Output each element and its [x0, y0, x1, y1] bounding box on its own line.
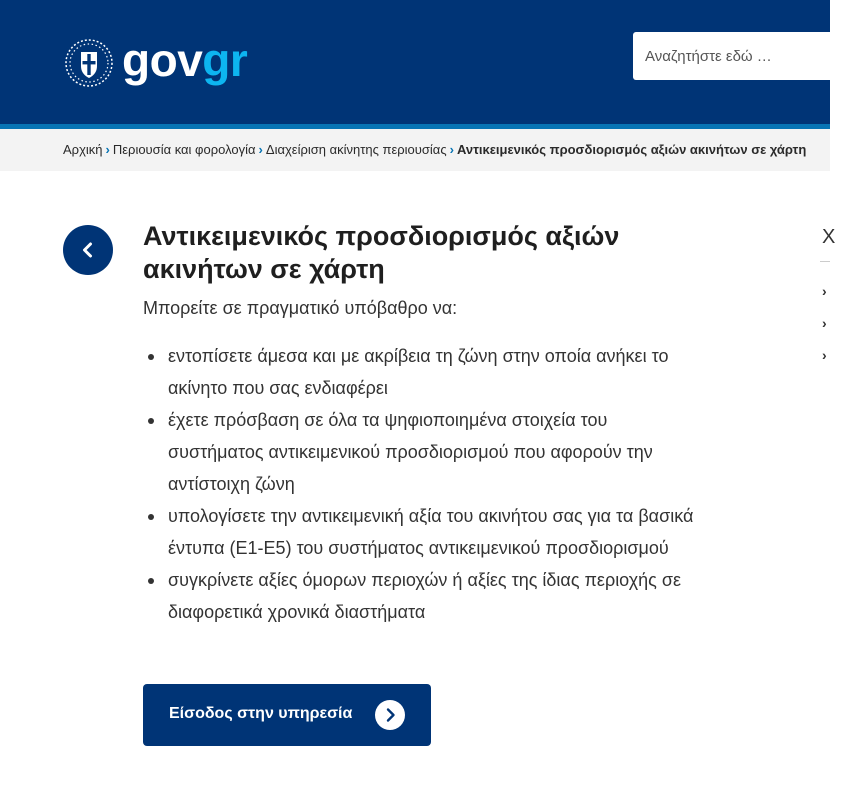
- feature-list: [143, 340, 698, 628]
- breadcrumb-separator-icon: ›: [449, 142, 454, 157]
- cta-circle: [375, 700, 405, 730]
- greek-coat-of-arms-icon[interactable]: [64, 38, 114, 88]
- breadcrumb-separator-icon: ›: [258, 142, 263, 157]
- intro-text: Μπορείτε σε πραγματικό υπόβαθρο να:: [143, 298, 458, 318]
- sidebar-divider: [820, 261, 830, 262]
- breadcrumb-separator-icon: ›: [105, 142, 110, 157]
- chevron-right-icon: [384, 708, 398, 722]
- sidebar-link-chevron-icon[interactable]: ›: [822, 315, 827, 331]
- site-header: [0, 0, 830, 124]
- list-item: έχετε πρόσβαση σε όλα τα ψηφιοποιημένα στοιχεία του συστήματος αντικειμενικού προσδιορισμού που αφορούν την αντίστοιχη ζώνη: [143, 404, 698, 500]
- page-title: Αντικειμενικός προσδιορισμός αξιών ακινήτων σε χάρτη: [143, 221, 620, 284]
- sidebar-link-chevron-icon[interactable]: ›: [822, 347, 827, 363]
- breadcrumb-item-real-estate[interactable]: Διαχείριση ακίνητης περιουσίας: [265, 142, 447, 157]
- list-item: συγκρίνετε αξίες όμορων περιοχών ή αξίες της ίδιας περιοχής σε διαφορετικά χρονικά διαστήματα: [143, 564, 698, 628]
- back-button[interactable]: [63, 225, 113, 275]
- enter-service-button[interactable]: [143, 684, 431, 746]
- list-item: εντοπίσετε άμεσα και με ακρίβεια τη ζώνη στην οποία ανήκει το ακίνητο που σας ενδιαφέρει: [143, 340, 698, 404]
- breadcrumb-item-home[interactable]: Αρχική: [63, 142, 103, 157]
- sidebar-heading: Χ: [822, 226, 836, 248]
- logo-gov-text: gov: [122, 34, 203, 86]
- enter-service-label: Είσοδος στην υπηρεσία: [169, 705, 353, 722]
- breadcrumb-item-property-tax[interactable]: Περιουσία και φορολογία: [112, 142, 256, 157]
- chevron-left-icon: [79, 241, 97, 259]
- list-item: υπολογίσετε την αντικειμενική αξία του ακινήτου σας για τα βασικά έντυπα (Ε1-Ε5) του συστήματος αντικειμενικού προσδιορισμού: [143, 500, 698, 564]
- search-input[interactable]: [633, 32, 843, 80]
- breadcrumb: [63, 142, 806, 158]
- sidebar-link-chevron-icon[interactable]: ›: [822, 283, 827, 299]
- govgr-logo[interactable]: [122, 32, 247, 88]
- logo-gr-text: gr: [202, 34, 248, 86]
- breadcrumb-current: Αντικειμενικός προσδιορισμός αξιών ακινήτων σε χάρτη: [456, 142, 807, 157]
- breadcrumb-bar: [0, 129, 830, 171]
